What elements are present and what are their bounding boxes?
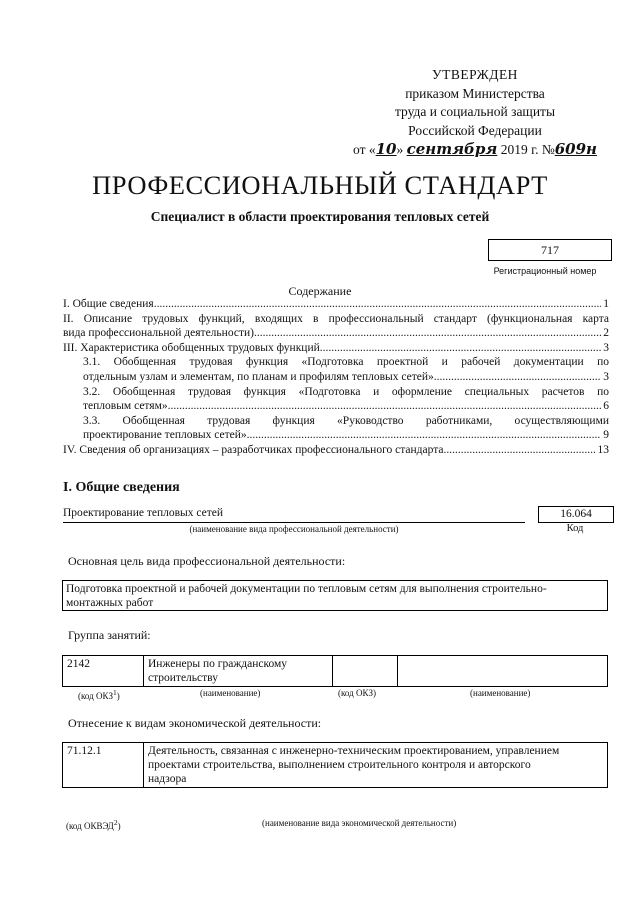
okz-name-2 (398, 656, 608, 687)
approval-line: Российской Федерации (408, 122, 542, 138)
activity-name-line (63, 507, 525, 523)
okz-code-2 (333, 656, 398, 687)
group-label: Группа занятий: (68, 628, 151, 642)
document-subtitle: Специалист в области проектирования тепловых сетей (150, 209, 490, 224)
handwritten-order-number: 609н (554, 140, 597, 158)
approval-block (330, 66, 620, 160)
goal-text: Подготовка проектной и рабочей документации по тепловым сетям для выполнения строительно- (66, 583, 547, 595)
approval-date: от «10» сентября 2019 г. №609н (353, 140, 597, 158)
approval-title: УТВЕРЖДЕН (432, 67, 518, 82)
approval-line: приказом Министерства (405, 85, 545, 101)
approval-line: труда и социальной защиты (394, 104, 556, 119)
table-row (63, 656, 608, 687)
okved-description: Деятельность, связанная с инженерно-техническим проектированием, управлением проектами строительства, выполнением строительного контроля и авторского надзора (144, 743, 608, 788)
goal-text: монтажных работ (66, 597, 154, 609)
code-label: Код (566, 523, 584, 534)
okved-code: 71.12.1 (63, 743, 144, 788)
okved-code-caption: (код ОКВЭД$^2$) (66, 818, 121, 831)
okved-label: Отнесение к видам экономической деятельности: (68, 716, 322, 730)
occupation-group-table (62, 655, 608, 687)
toc-item: III. Характеристика обобщенных трудовых функций ..... 3 (63, 341, 609, 356)
okved-name-caption: (наименование вида экономической деятельности) (262, 818, 457, 828)
toc-item: II. Описание трудовых функций, входящих в профессиональный стандарт (функциональная карта вида профессиональной деятельности) ..... 2 (63, 312, 609, 341)
toc-heading: Содержание (288, 284, 352, 298)
registration-number-box: 717 (488, 239, 612, 261)
activity-code: 16.064 (538, 506, 614, 523)
registration-number-label: Регистрационный номер (493, 266, 597, 276)
goal-label: Основная цель вида профессиональной деятельности: (68, 554, 346, 568)
toc-item: 3.2. Обобщенная трудовая функция «Подготовка и оформление специальных расчетов по тепловым сетям» ..... 6 (63, 385, 609, 414)
okz-name: Инженеры по гражданскому строительству (144, 656, 333, 687)
activity-name: Проектирование тепловых сетей (63, 507, 224, 519)
name2-caption: (наименование) (470, 688, 531, 698)
section-heading: I. Общие сведения (63, 480, 180, 495)
activity-caption: (наименование вида профессиональной деятельности) (189, 524, 399, 534)
toc-item: I. Общие сведения ..... 1 (63, 297, 609, 312)
toc-item: IV. Сведения об организациях – разработчиках профессионального стандарта ..... 13 (63, 443, 609, 458)
goal-box (62, 580, 608, 611)
okz2-caption: (код ОКЗ) (338, 688, 376, 698)
toc-item: 3.1. Обобщенная трудовая функция «Подготовка проектной и рабочей документации по отдельным узлам и элементам, по планам и профилям тепловых сетей» ..... 3 (63, 355, 609, 384)
handwritten-month: сентября (406, 140, 498, 158)
okz-code: 2142 (63, 656, 144, 687)
handwritten-day: 10 (375, 140, 397, 158)
okz-caption: (код ОКЗ$^1$) (78, 688, 120, 701)
toc-item: 3.3. Обобщенная трудовая функция «Руководство работниками, осуществляющими проектирование тепловых сетей» ..... 9 (63, 414, 609, 443)
table-of-contents (63, 297, 609, 458)
name-caption: (наименование) (200, 688, 261, 698)
okved-table (62, 742, 608, 788)
table-row (63, 743, 608, 788)
document-title: ПРОФЕССИОНАЛЬНЫЙ СТАНДАРТ (92, 170, 548, 200)
